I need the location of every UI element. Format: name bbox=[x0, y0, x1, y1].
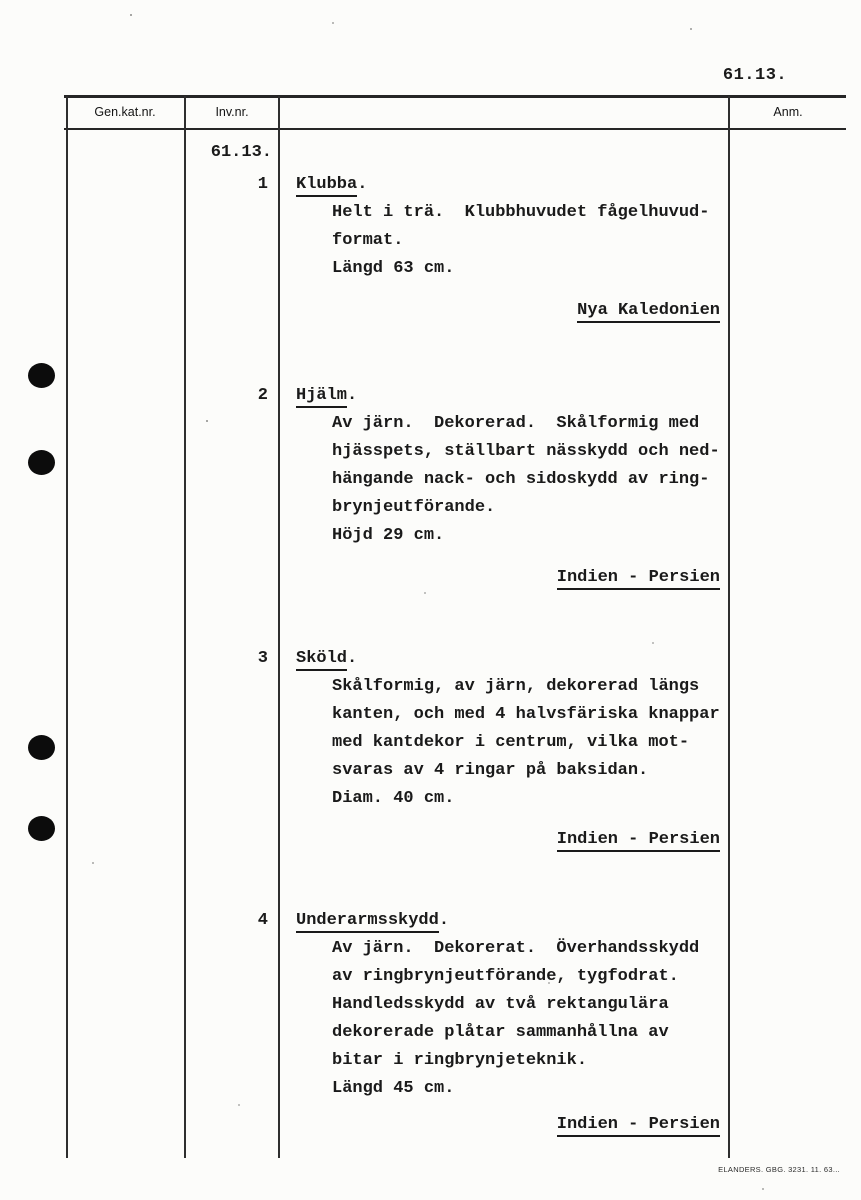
entry-description-line: dekorerade plåtar sammanhållna av bbox=[332, 1023, 669, 1042]
catalog-entry bbox=[180, 645, 728, 854]
punch-hole bbox=[28, 450, 55, 475]
entry-origin: Nya Kaledonien bbox=[296, 297, 728, 325]
column-header-invnr: Inv.nr. bbox=[215, 105, 249, 119]
punch-hole bbox=[28, 816, 55, 841]
entry-description-line: format. bbox=[332, 231, 404, 250]
entry-description-line: Längd 63 cm. bbox=[332, 259, 455, 278]
column-header-genkatnr: Gen.kat.nr. bbox=[94, 105, 156, 119]
entry-description-line: bitar i ringbrynjeteknik. bbox=[332, 1051, 588, 1070]
entry-origin: Indien - Persien bbox=[296, 826, 728, 854]
entry-description-line: Höjd 29 cm. bbox=[332, 526, 445, 545]
catalog-group-number: 61.13. bbox=[210, 143, 272, 162]
table-left-border bbox=[66, 96, 68, 1158]
entry-description-line: hjässpets, ställbart nässkydd och ned- bbox=[332, 442, 720, 461]
entry-description-line: Diam. 40 cm. bbox=[332, 789, 455, 808]
entry-origin: Indien - Persien bbox=[296, 1111, 728, 1139]
catalog-entry bbox=[180, 907, 728, 1139]
entry-description-line: Längd 45 cm. bbox=[332, 1079, 455, 1098]
catalog-entry bbox=[180, 171, 728, 325]
entry-description-line: Helt i trä. Klubbhuvudet fågelhuvud- bbox=[332, 203, 710, 222]
entry-description-line: hängande nack- och sidoskydd av ring- bbox=[332, 470, 710, 489]
entry-description-line: svaras av 4 ringar på baksidan. bbox=[332, 761, 649, 780]
entry-description-line: Av järn. Dekorerad. Skålformig med bbox=[332, 414, 700, 433]
page-number: 61.13. bbox=[722, 66, 788, 85]
entry-title: Underarmsskydd. bbox=[296, 907, 728, 935]
punch-hole bbox=[28, 735, 55, 760]
entry-description-line: Skålformig, av järn, dekorerad längs bbox=[332, 677, 700, 696]
scan-speckles bbox=[0, 0, 2, 2]
catalog-entry bbox=[180, 382, 728, 592]
column-header-anm: Anm. bbox=[773, 105, 803, 119]
entry-title: Klubba. bbox=[296, 171, 728, 199]
entry-description-line: brynjeutförande. bbox=[332, 498, 496, 517]
entry-title: Sköld. bbox=[296, 645, 728, 673]
entry-inv-number: 3 bbox=[257, 649, 268, 668]
entry-description-line: kanten, och med 4 halvsfäriska knappar bbox=[332, 705, 720, 724]
entry-origin: Indien - Persien bbox=[296, 564, 728, 592]
entry-inv-number: 1 bbox=[257, 175, 268, 194]
column-divider-description-anm bbox=[728, 96, 730, 1158]
entry-description-line: Av järn. Dekorerat. Överhandsskydd bbox=[332, 939, 700, 958]
entry-inv-number: 2 bbox=[257, 386, 268, 405]
punch-hole bbox=[28, 363, 55, 388]
printer-mark: ELANDERS. GBG. 3231. 11. 63... bbox=[718, 1165, 840, 1174]
entry-inv-number: 4 bbox=[257, 911, 268, 930]
entry-description-line: av ringbrynjeutförande, tygfodrat. bbox=[332, 967, 679, 986]
entry-description-line: Handledsskydd av två rektangulära bbox=[332, 995, 669, 1014]
entry-title: Hjälm. bbox=[296, 382, 728, 410]
entry-description-line: med kantdekor i centrum, vilka mot- bbox=[332, 733, 690, 752]
